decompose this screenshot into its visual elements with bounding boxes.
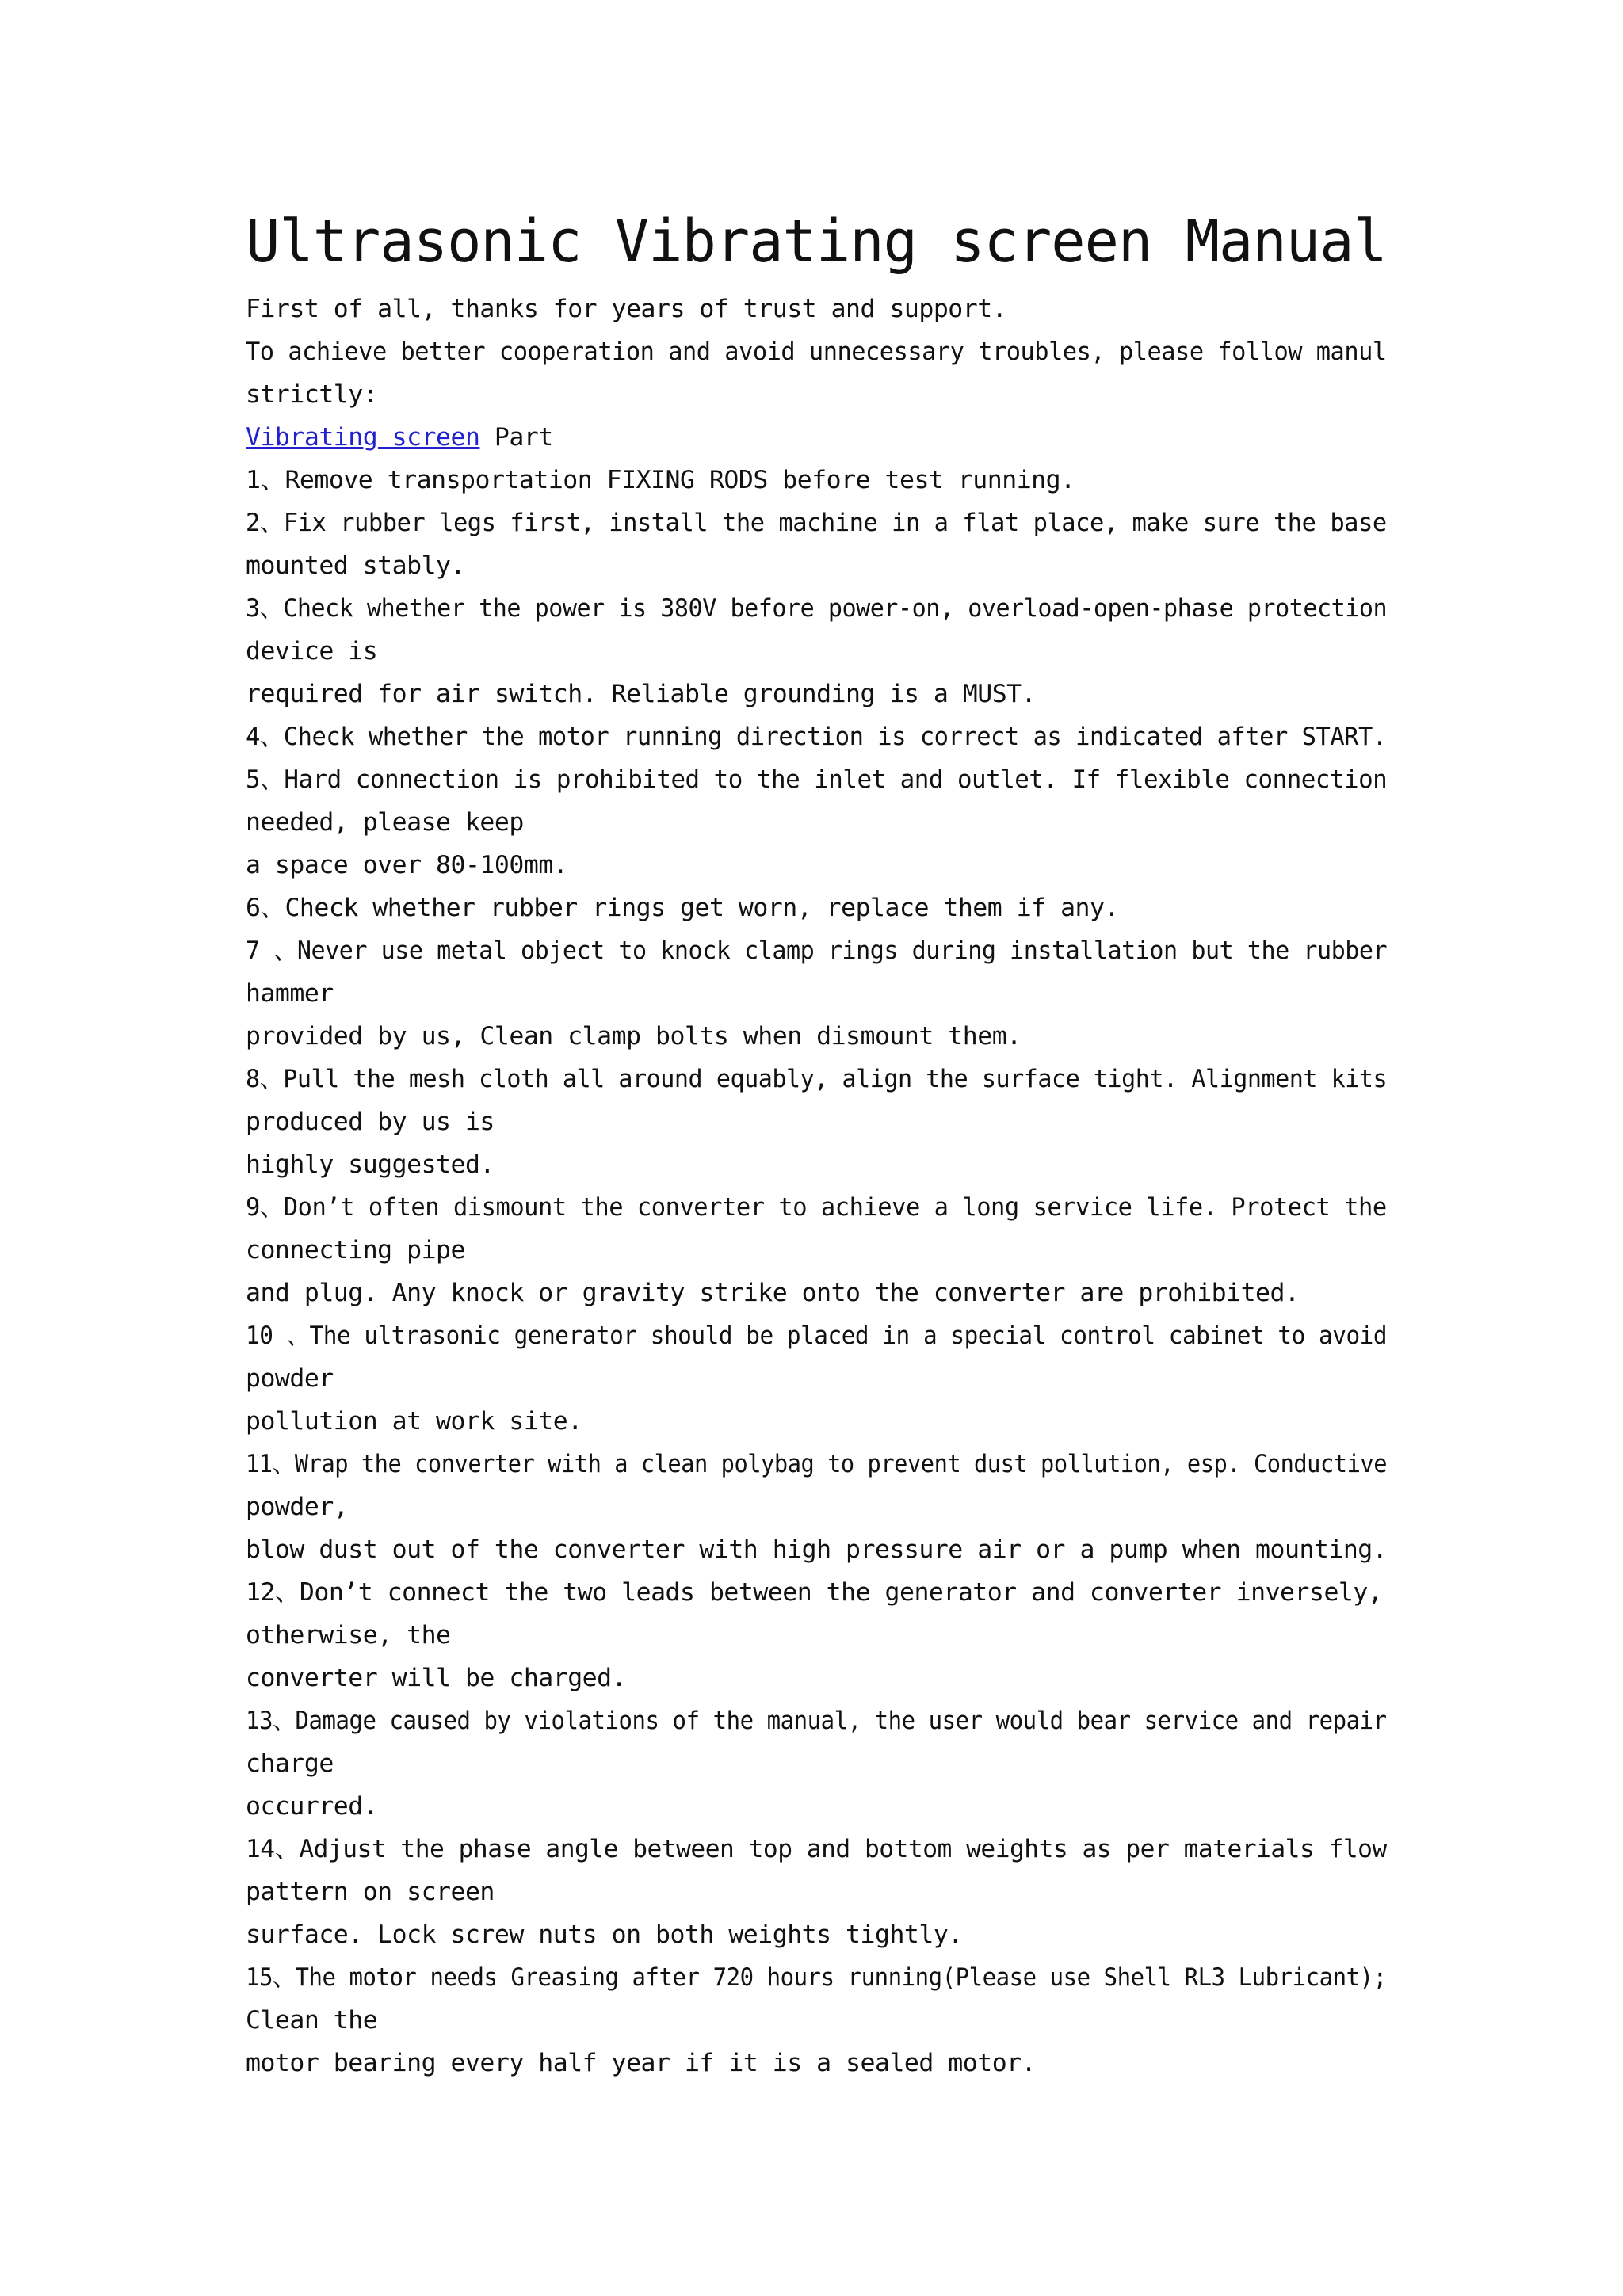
- instruction-line: hammer: [246, 979, 334, 1008]
- section-heading: [246, 416, 1387, 459]
- intro-line: First of all, thanks for years of trust and support.: [246, 295, 1007, 323]
- instruction-line: Clean the: [246, 2006, 378, 2035]
- section-heading-suffix: Part: [479, 423, 553, 452]
- document-title: Ultrasonic Vibrating screen Manual: [246, 208, 1387, 276]
- instruction-line: mounted stably.: [246, 551, 465, 580]
- instruction-line: surface. Lock screw nuts on both weights tightly.: [246, 1920, 963, 1949]
- instruction-line: powder,: [246, 1493, 349, 1521]
- instruction-line: 7 、Never use metal object to knock clamp rings during installation but the rubber: [246, 936, 1388, 965]
- instruction-line: 3、Check whether the power is 380V before power-on, overload-open-phase protection: [246, 594, 1388, 623]
- document-body: [246, 202, 1387, 2084]
- instruction-line: 11、Wrap the converter with a clean polybag to prevent dust pollution, esp. Conductive: [246, 1450, 1388, 1478]
- instruction-line: 4、Check whether the motor running direction is correct as indicated after START.: [246, 723, 1387, 751]
- instruction-line: charge: [246, 1749, 334, 1778]
- instruction-list: [246, 459, 1387, 2084]
- instruction-line: 5、Hard connection is prohibited to the inlet and outlet. If flexible connection: [246, 765, 1388, 794]
- instruction-line: 14、Adjust the phase angle between top and bottom weights as per materials flow: [246, 1835, 1387, 1863]
- instruction-line: 13、Damage caused by violations of the manual, the user would bear service and repair: [246, 1707, 1387, 1735]
- instruction-line: provided by us, Clean clamp bolts when dismount them.: [246, 1022, 1022, 1051]
- instruction-line: 10 、The ultrasonic generator should be placed in a special control cabinet to avoid: [246, 1322, 1388, 1350]
- instruction-line: 6、Check whether rubber rings get worn, replace them if any.: [246, 894, 1119, 922]
- vibrating-screen-link[interactable]: Vibrating screen: [246, 423, 480, 452]
- instruction-line: 8、Pull the mesh cloth all around equably, align the surface tight. Alignment kits: [246, 1065, 1388, 1093]
- instruction-line: occurred.: [246, 1792, 378, 1821]
- instruction-line: otherwise, the: [246, 1621, 451, 1650]
- instruction-line: converter will be charged.: [246, 1664, 627, 1692]
- instruction-line: a space over 80-100mm.: [246, 851, 568, 879]
- instruction-line: needed, please keep: [246, 808, 524, 837]
- intro-line: strictly:: [246, 380, 378, 409]
- instruction-line: 15、The motor needs Greasing after 720 hours running(Please use Shell RL3 Lubricant);: [246, 1963, 1387, 1992]
- instruction-line: powder: [246, 1364, 334, 1393]
- instruction-line: connecting pipe: [246, 1236, 465, 1264]
- instruction-line: 2、Fix rubber legs first, install the machine in a flat place, make sure the base: [246, 509, 1387, 537]
- instruction-line: 12、Don’t connect the two leads between the generator and converter inversely,: [246, 1578, 1383, 1607]
- instruction-line: device is: [246, 637, 378, 666]
- instruction-line: and plug. Any knock or gravity strike onto the converter are prohibited.: [246, 1279, 1300, 1307]
- instruction-line: produced by us is: [246, 1108, 495, 1136]
- instruction-line: blow dust out of the converter with high pressure air or a pump when mounting.: [246, 1535, 1388, 1564]
- instruction-line: pollution at work site.: [246, 1407, 582, 1436]
- instruction-line: highly suggested.: [246, 1150, 495, 1179]
- instruction-line: 1、Remove transportation FIXING RODS before test running.: [246, 466, 1075, 494]
- instruction-line: motor bearing every half year if it is a sealed motor.: [246, 2049, 1037, 2077]
- instruction-line: required for air switch. Reliable grounding is a MUST.: [246, 680, 1037, 708]
- instruction-line: pattern on screen: [246, 1878, 495, 1906]
- intro-line: To achieve better cooperation and avoid unnecessary troubles, please follow manul: [246, 338, 1387, 366]
- instruction-line: 9、Don’t often dismount the converter to achieve a long service life. Protect the: [246, 1193, 1387, 1222]
